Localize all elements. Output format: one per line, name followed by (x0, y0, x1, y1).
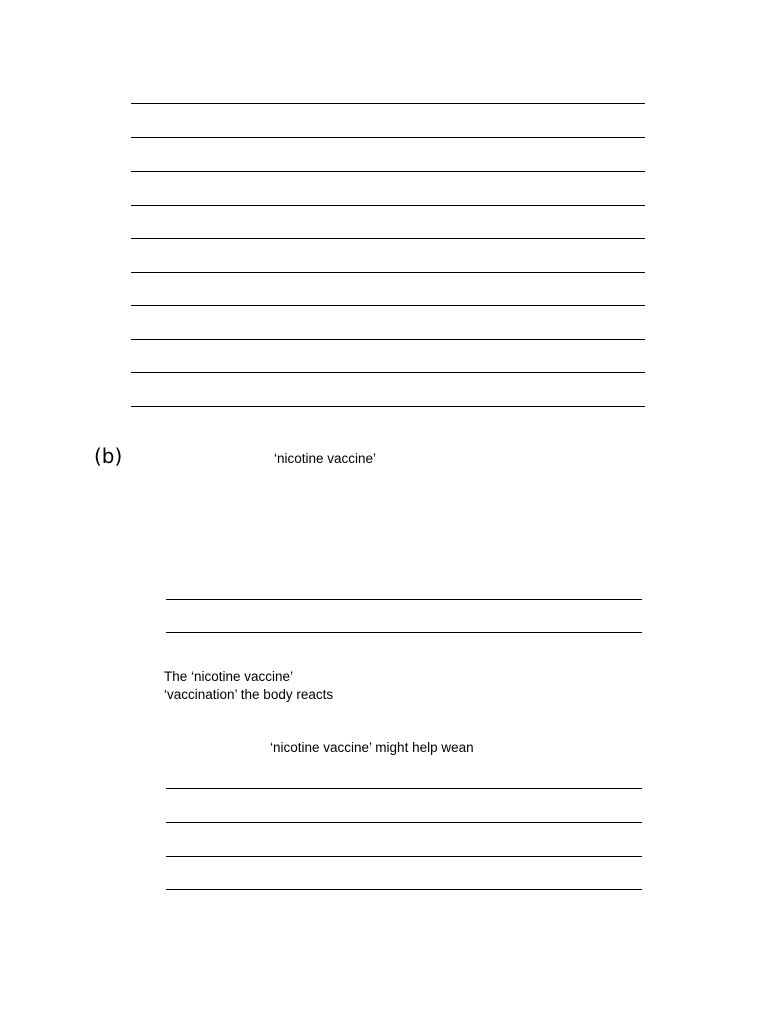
answer-line (131, 205, 645, 206)
answer-line (131, 103, 645, 104)
answer-line (166, 856, 642, 857)
answer-line (166, 889, 642, 890)
answer-line (131, 339, 645, 340)
part-b-label: (b) (94, 444, 123, 468)
answer-line (131, 171, 645, 172)
answer-line (131, 372, 645, 373)
answer-line (131, 305, 645, 306)
part-b-question-fragment-2: ‘nicotine vaccine’ might help wean (270, 740, 474, 755)
answer-line (166, 632, 642, 633)
answer-line (131, 238, 645, 239)
answer-line (131, 272, 645, 273)
answer-line (131, 406, 645, 407)
part-b-question-fragment: ‘nicotine vaccine’ (274, 451, 377, 466)
answer-line (166, 788, 642, 789)
part-b-info-line-2: ‘vaccination’ the body reacts (164, 687, 334, 702)
answer-line (166, 822, 642, 823)
answer-line (131, 137, 645, 138)
part-b-info-line-1: The ‘nicotine vaccine’ (164, 669, 294, 684)
answer-line (166, 599, 642, 600)
